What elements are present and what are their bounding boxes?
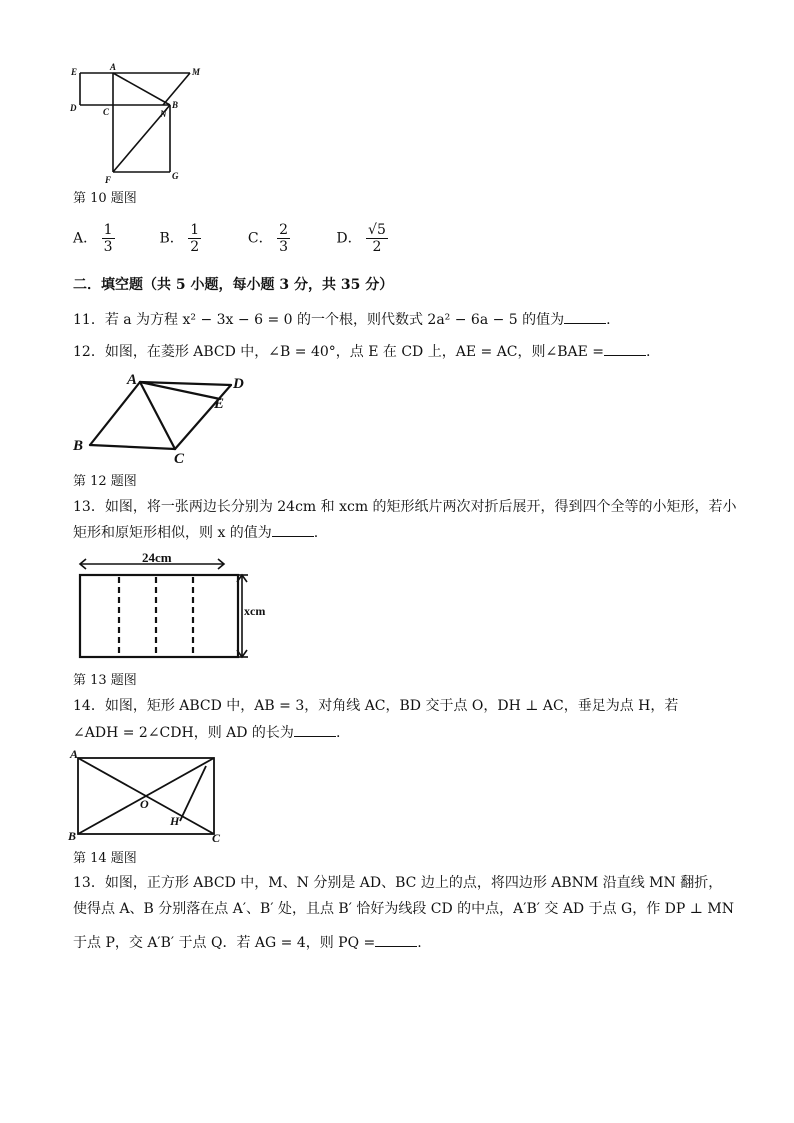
section-2-title: 二．填空题（共 5 小题，每小题 3 分，共 35 分） xyxy=(73,277,394,293)
option-c[interactable]: C． $\frac{2}{3}$ xyxy=(247,222,288,255)
label-G: G xyxy=(172,171,179,181)
figure-12 xyxy=(70,370,260,465)
question-11: 11．若 a 为方程 x² − 3x − 6 = 0 的一个根，则代数式 2a² − 6a − 5 的值为 . xyxy=(73,309,611,330)
figure-14 xyxy=(66,746,236,846)
option-b[interactable]: B． $\frac{1}{2}$ xyxy=(159,222,200,255)
option-d[interactable]: D． $\frac{√5}{2}$ xyxy=(336,222,386,255)
label-O: O xyxy=(140,797,149,811)
figure-10-caption: 第 10 题图 xyxy=(73,191,137,206)
label-24cm: 24cm xyxy=(142,550,172,565)
question-14-line-1: 14．如图，矩形 ABCD 中，AB = 3，对角线 AC，BD 交于点 O，DH ⊥ AC，垂足为点 H，若 xyxy=(73,698,679,714)
figure-13-caption: 第 13 题图 xyxy=(73,673,137,688)
label-N: N xyxy=(160,109,167,119)
question-13-line-1: 13．如图，将一张两边长分别为 24cm 和 xcm 的矩形纸片两次对折后展开，得到四个全等的小矩形，若小 xyxy=(73,499,737,515)
figure-10 xyxy=(66,62,216,187)
label-D: D xyxy=(233,376,244,392)
figure-12-caption: 第 12 题图 xyxy=(73,474,137,489)
answer-blank-12[interactable] xyxy=(604,341,646,356)
label-B: B xyxy=(68,829,77,843)
label-xcm: xcm xyxy=(244,604,266,618)
answer-blank-15[interactable] xyxy=(375,932,417,947)
label-C: C xyxy=(174,451,185,465)
label-H: H xyxy=(170,814,180,828)
option-a[interactable]: A． $\frac{1}{3}$ xyxy=(73,222,113,255)
question-15-line-3: 于点 P，交 A′B′ 于点 Q．若 AG = 4，则 PQ = . xyxy=(73,932,422,953)
question-15-line-2: 使得点 A、B 分别落在点 A′、B′ 处，且点 B′ 恰好为线段 CD 的中点，A′B′ 交 AD 于点 G，作 DP ⊥ MN xyxy=(73,901,734,917)
label-A: A xyxy=(70,747,79,761)
answer-blank-14[interactable] xyxy=(294,722,336,737)
q10-options xyxy=(73,222,420,262)
question-14-line-2: ∠ADH = 2∠CDH，则 AD 的长为 . xyxy=(73,722,340,743)
label-C: C xyxy=(103,107,110,117)
question-15-line-1: 13．如图，正方形 ABCD 中，M、N 分别是 AD、BC 边上的点，将四边形 ABNM 沿直线 MN 翻折， xyxy=(73,875,723,891)
label-E: E xyxy=(71,67,78,77)
label-B: B xyxy=(172,100,179,110)
label-D: D xyxy=(70,103,77,113)
label-F: F xyxy=(105,175,112,185)
question-13-line-2: 矩形和原矩形相似，则 x 的值为 . xyxy=(73,522,318,543)
figure-13 xyxy=(66,547,286,665)
question-12: 12．如图，在菱形 ABCD 中，∠B = 40°，点 E 在 CD 上，AE = AC，则∠BAE = . xyxy=(73,341,651,362)
label-M: M xyxy=(192,67,201,77)
answer-blank-13[interactable] xyxy=(272,522,314,537)
answer-blank-11[interactable] xyxy=(564,309,606,324)
label-C: C xyxy=(212,831,221,845)
label-A: A xyxy=(127,372,138,388)
label-A: A xyxy=(110,62,117,72)
label-B: B xyxy=(73,438,84,454)
label-E: E xyxy=(214,396,225,412)
figure-14-caption: 第 14 题图 xyxy=(73,851,137,866)
